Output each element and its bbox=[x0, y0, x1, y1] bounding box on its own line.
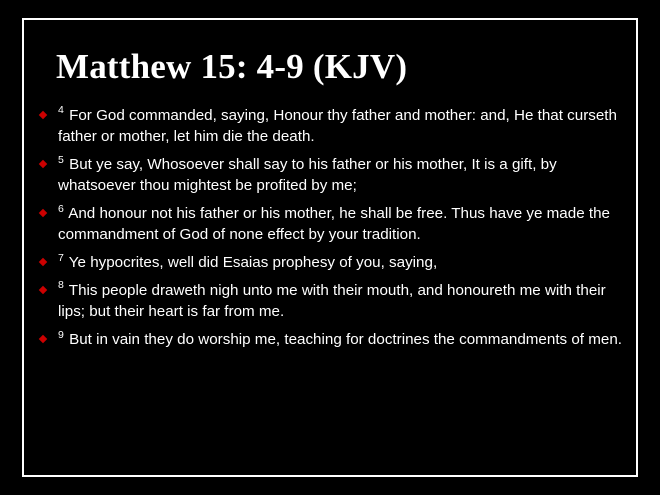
diamond-bullet-icon bbox=[39, 258, 47, 266]
slide-content bbox=[38, 34, 622, 356]
page-title: Matthew 15: 4-9 (KJV) bbox=[56, 47, 408, 86]
verse-text: But in vain they do worship me, teaching for doctrines the commandments of men. bbox=[69, 330, 623, 348]
verse-number: 4 bbox=[58, 104, 64, 117]
verse-number: 5 bbox=[58, 153, 64, 166]
verse-number: 9 bbox=[58, 328, 64, 341]
diamond-bullet-icon bbox=[39, 334, 47, 342]
verse-list bbox=[38, 105, 622, 351]
verse-text: And honour not his father or his mother, he shall be free. Thus have ye made the commandment of God of none effect by your tradition. bbox=[58, 204, 610, 244]
verse-text: For God commanded, saying, Honour thy father and mother: and, He that curseth father or mother, let him die the death. bbox=[58, 106, 617, 146]
diamond-bullet-icon bbox=[39, 285, 47, 293]
diamond-bullet-icon bbox=[39, 159, 47, 167]
verse-number: 7 bbox=[58, 251, 64, 264]
verse-text: Ye hypocrites, well did Esaias prophesy of you, saying, bbox=[68, 253, 438, 271]
list-item bbox=[38, 329, 622, 351]
verse-number: 6 bbox=[58, 202, 64, 215]
verse-text: This people draweth nigh unto me with their mouth, and honoureth me with their lips; but their heart is far from me. bbox=[58, 281, 606, 321]
list-item bbox=[38, 105, 622, 148]
verse-number: 8 bbox=[58, 279, 64, 292]
list-item bbox=[38, 252, 622, 274]
list-item bbox=[38, 280, 622, 323]
list-item bbox=[38, 154, 622, 197]
verse-text: But ye say, Whosoever shall say to his father or his mother, It is a gift, by whatsoever thou mightest be profited by me; bbox=[58, 155, 557, 195]
list-item bbox=[38, 203, 622, 246]
diamond-bullet-icon bbox=[39, 110, 47, 118]
diamond-bullet-icon bbox=[39, 209, 47, 217]
